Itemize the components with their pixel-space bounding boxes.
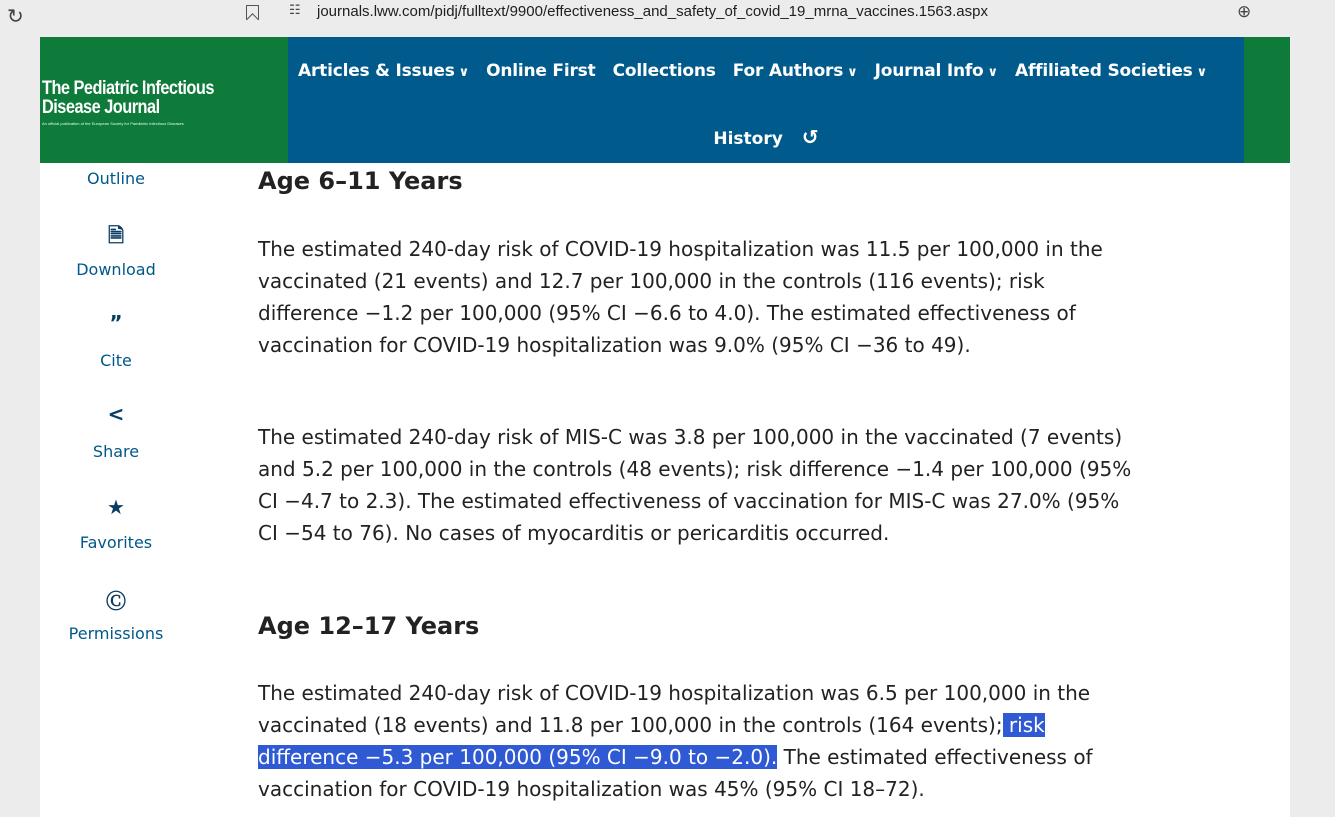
selected-text: risk	[1002, 713, 1045, 737]
chevron-down-icon: ∨	[458, 65, 469, 80]
site-header	[40, 37, 1290, 163]
web-page	[40, 37, 1290, 817]
p3-text-last: vaccination for COVID-19 hospitalization was 45% (95% CI 18–72).	[258, 777, 925, 801]
nav-history[interactable]: History	[713, 129, 783, 149]
nav-journal-info[interactable]: Journal Info ∨	[874, 61, 998, 81]
zoom-icon[interactable]: ⊕	[1237, 2, 1252, 22]
p3-text-after: The estimated effectiveness of	[777, 745, 1093, 769]
chevron-down-icon: ∨	[987, 65, 998, 80]
chevron-down-icon: ∨	[847, 65, 858, 80]
journal-logo[interactable]	[40, 37, 288, 163]
url-text[interactable]: journals.lww.com/pidj/fulltext/9900/effectiveness_and_safety_of_covid_19_mrna_vaccines.1563.aspx	[317, 3, 988, 20]
selected-text: difference −5.3 per 100,000 (95% CI −9.0 to −2.0).	[258, 745, 778, 769]
site-settings-icon[interactable]: ☷	[289, 3, 301, 18]
outline-link[interactable]: Outline	[87, 169, 145, 188]
copyright-icon[interactable]: Ⓒ	[106, 589, 126, 613]
address-bar[interactable]	[281, 0, 1281, 26]
nav-collections[interactable]: Collections	[612, 61, 716, 81]
paragraph-2: The estimated 240-day risk of MIS-C was 3.8 per 100,000 in the vaccinated (7 events) and 5.2 per 100,000 in the controls (48 events); risk difference −1.4 per 100,000 (95% CI −4.7 to 2.3). The estimated effectiveness of vaccination for MIS-C was 27.0% (95% CI −54 to 76). No cases of myocarditis or pericarditis occurred.	[258, 425, 1132, 545]
nav-for-authors[interactable]: For Authors ∨	[732, 61, 858, 81]
permissions-link[interactable]: Permissions	[68, 624, 164, 643]
chevron-down-icon: ∨	[1196, 65, 1207, 80]
bookmark-icon[interactable]	[246, 5, 259, 20]
share-link[interactable]: Share	[92, 442, 140, 461]
section-heading-age-6-11: Age 6–11 Years	[258, 167, 463, 195]
star-icon[interactable]: ★	[107, 495, 125, 519]
browser-toolbar	[0, 0, 1335, 37]
nav-affiliated-societies[interactable]: Affiliated Societies ∨	[1015, 61, 1207, 81]
share-icon[interactable]: <	[107, 402, 125, 426]
quote-icon[interactable]: ”	[109, 311, 123, 335]
nav-online-first[interactable]: Online First	[486, 61, 596, 81]
favorites-link[interactable]: Favorites	[79, 533, 153, 552]
download-link[interactable]: Download	[76, 260, 156, 279]
main-nav	[288, 37, 1244, 163]
logo-line1: The Pediatric Infectious	[42, 78, 214, 99]
section-heading-age-12-17: Age 12–17 Years	[258, 612, 480, 640]
pdf-download-icon[interactable]: 🗎	[107, 223, 125, 247]
reload-icon[interactable]: ↻	[7, 4, 24, 28]
history-icon[interactable]: ↺	[801, 125, 819, 149]
paragraph-3	[258, 677, 1138, 805]
cite-link[interactable]: Cite	[100, 351, 132, 370]
logo-tagline: An official publication of the European Society for Paediatric Infectious Diseases	[42, 121, 184, 126]
nav-articles-issues[interactable]: Articles & Issues ∨	[298, 61, 469, 81]
p3-text-before: The estimated 240-day risk of COVID-19 hospitalization was 6.5 per 100,000 in the vaccinated (18 events) and 11.8 per 100,000 in the controls (164 events);	[258, 681, 1091, 737]
paragraph-1: The estimated 240-day risk of COVID-19 hospitalization was 11.5 per 100,000 in the vaccinated (21 events) and 12.7 per 100,000 in the controls (116 events); risk difference −1.2 per 100,000 (95% CI −6.6 to 4.0). The estimated effectiveness of vaccination for COVID-19 hospitalization was 9.0% (95% CI −36 to 49).	[258, 237, 1103, 357]
logo-line2: Disease Journal	[42, 97, 160, 118]
